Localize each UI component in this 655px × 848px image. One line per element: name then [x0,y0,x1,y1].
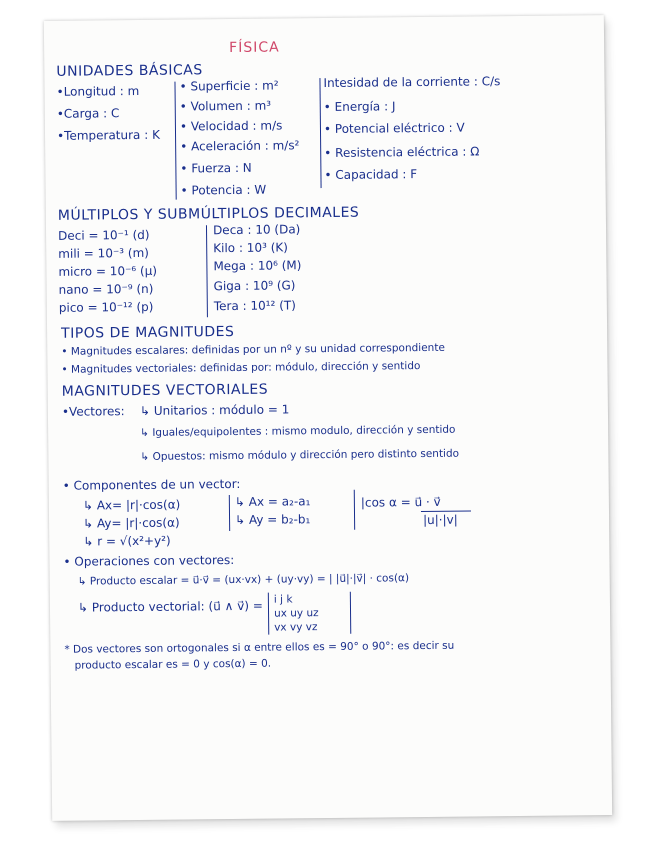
column-divider [354,490,356,530]
cos-formula-numerator: |cos α = u⃗ · v⃗ [360,494,441,510]
unit-carga: •Carga : C [56,106,120,121]
prefix-deci: Deci = 10⁻¹ (d) [58,227,150,243]
unit-superficie: • Superficie : m² [179,78,279,94]
section-heading-componentes: • Componentes de un vector: [62,476,241,493]
note-line-2: producto escalar es = 0 y cos(α) = 0. [74,657,272,672]
matrix-row-3: vx vy vz [274,621,318,634]
unit-velocidad: • Velocidad : m/s [179,118,283,134]
vector-iguales: ↳ Iguales/equipolentes : mismo modulo, dirección y sentido [140,423,456,439]
column-divider [229,495,231,531]
section-heading-vectoriales: MAGNITUDES VECTORIALES [61,381,269,400]
unit-longitud: •Longitud : m [56,83,140,99]
unit-resistencia: • Resistencia eléctrica : Ω [324,144,480,161]
unit-potencia: • Potencia : W [180,182,267,198]
producto-escalar: ↳ Producto escalar = u⃗·v⃗ = (ux·vx) + (uy·vy) = | |u⃗|·|v⃗| · cos(α) [77,572,410,588]
prefix-mili: mili = 10⁻³ (m) [58,245,149,261]
vector-opuestos: ↳ Opuestos: mismo módulo y dirección pero distinto sentido [140,447,460,463]
tipo-vectoriales: • Magnitudes vectoriales: definidas por: módulo, dirección y sentido [61,360,421,376]
unit-potencial: • Potencial eléctrico : V [323,120,465,137]
unit-aceleracion: • Aceleración : m/s² [180,138,300,154]
comp-r: ↳ r = √(x²+y²) [83,533,171,549]
vector-unitarios: ↳ Unitarios : módulo = 1 [139,402,290,418]
section-heading-operaciones: • Operaciones con vectores: [63,552,235,569]
comp-ay-mod: ↳ Ay= |r|·cos(α) [83,515,180,531]
prefix-nano: nano = 10⁻⁹ (n) [58,281,154,297]
page-title: FÍSICA [229,39,280,57]
comp-ax-mod: ↳ Ax= |r|·cos(α) [82,497,181,513]
unit-capacidad: • Capacidad : F [324,167,418,183]
column-divider [174,82,177,200]
producto-vectorial: ↳ Producto vectorial: (u⃗ ∧ v⃗) = [77,598,263,615]
prefix-giga: Giga : 10⁹ (G) [213,278,296,294]
matrix-right-bar [350,592,352,634]
prefix-micro: micro = 10⁻⁶ (μ) [58,263,158,279]
matrix-row-1: i j k [273,593,293,606]
note-line-1: * Dos vectores son ortogonales si α entre ellos es = 90° o 90°: es decir su [64,639,455,656]
prefix-tera: Tera : 10¹² (T) [213,298,296,314]
notebook-page [44,15,612,821]
matrix-left-bar [268,593,270,635]
comp-ax-diff: ↳ Ax = a₂-a₁ [234,494,311,509]
prefix-kilo: Kilo : 10³ (K) [213,240,288,256]
tipo-escalares: • Magnitudes escalares: definidas por un nº y su unidad correspondiente [61,341,445,358]
comp-ay-diff: ↳ Ay = b₂-b₁ [234,512,311,527]
vectores-label: •Vectores: [61,404,125,419]
prefix-deca: Deca : 10 (Da) [212,222,301,238]
cos-formula-denominator: |u|·|v| [423,512,458,528]
unit-fuerza: • Fuerza : N [180,160,252,176]
unit-temperatura: •Temperatura : K [56,127,160,143]
column-divider [206,225,208,317]
matrix-row-2: ux uy uz [273,607,319,620]
unit-energia: • Energía : J [323,99,396,115]
unit-volumen: • Volumen : m³ [179,98,272,114]
section-heading-unidades: UNIDADES BÁSICAS [56,62,203,80]
section-heading-tipos: TIPOS DE MAGNITUDES [61,323,235,342]
unit-intensidad: Intesidad de la corriente : C/s [323,74,501,91]
section-heading-multiplos: MÚLTIPLOS Y SUBMÚLTIPLOS DECIMALES [57,204,360,224]
prefix-pico: pico = 10⁻¹² (p) [58,299,154,315]
column-divider [319,78,322,188]
prefix-mega: Mega : 10⁶ (M) [213,258,302,274]
